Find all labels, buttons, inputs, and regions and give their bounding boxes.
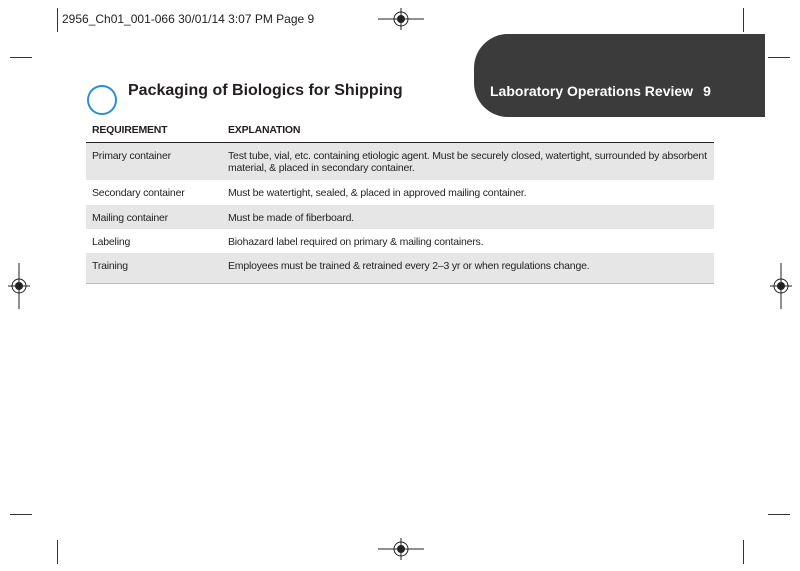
table-row bbox=[86, 229, 714, 253]
explanation-cell: Must be watertight, sealed, & placed in approved mailing container. bbox=[228, 187, 527, 199]
requirement-cell: Primary container bbox=[92, 150, 171, 162]
page-title: Packaging of Biologics for Shipping bbox=[128, 82, 403, 99]
requirement-cell: Secondary container bbox=[92, 187, 185, 199]
table-row bbox=[86, 143, 714, 180]
table-row bbox=[86, 180, 714, 205]
registration-mark-icon bbox=[378, 8, 424, 30]
crop-mark bbox=[743, 540, 744, 564]
printer-slug: 2956_Ch01_001-066 30/01/14 3:07 PM Page 9 bbox=[62, 12, 315, 26]
crop-mark bbox=[743, 8, 744, 32]
requirements-table bbox=[86, 121, 714, 284]
crop-mark bbox=[768, 57, 790, 58]
requirement-cell: Training bbox=[92, 260, 128, 272]
table-bottom-rule bbox=[86, 283, 714, 284]
registration-mark-icon bbox=[8, 263, 30, 309]
table-header bbox=[86, 121, 714, 143]
running-header bbox=[490, 83, 711, 99]
table-row bbox=[86, 205, 714, 229]
header-band bbox=[474, 34, 765, 117]
table-row bbox=[86, 253, 714, 283]
explanation-cell: Biohazard label required on primary & mailing containers. bbox=[228, 236, 484, 248]
registration-mark-icon bbox=[378, 538, 424, 560]
explanation-cell: Must be made of fiberboard. bbox=[228, 212, 354, 224]
crop-mark bbox=[10, 57, 32, 58]
crop-mark bbox=[768, 514, 790, 515]
explanation-cell: Test tube, vial, etc. containing etiologic agent. Must be securely closed, watertight, surrounded by absorbent material, & placed in secondary container. bbox=[228, 150, 707, 174]
crop-mark bbox=[10, 514, 32, 515]
page-number: 9 bbox=[703, 83, 711, 99]
registration-mark-icon bbox=[770, 263, 792, 309]
explanation-cell: Employees must be trained & retrained every 2–3 yr or when regulations change. bbox=[228, 260, 590, 272]
crop-mark bbox=[57, 8, 58, 32]
crop-mark bbox=[57, 540, 58, 564]
circle-bullet-icon bbox=[87, 85, 117, 115]
column-header-requirement: REQUIREMENT bbox=[92, 124, 168, 136]
requirement-cell: Labeling bbox=[92, 236, 131, 248]
column-header-explanation: EXPLANATION bbox=[228, 124, 301, 136]
section-title: Laboratory Operations Review bbox=[490, 83, 694, 99]
requirement-cell: Mailing container bbox=[92, 212, 168, 224]
